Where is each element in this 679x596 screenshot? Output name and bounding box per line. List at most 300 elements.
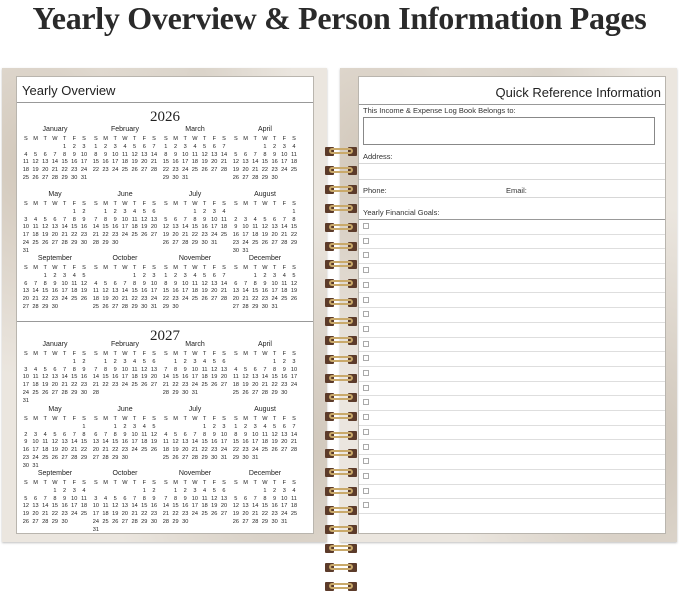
day-number: 2 <box>273 487 277 494</box>
day-number: 26 <box>172 454 179 461</box>
day-number: 20 <box>150 374 158 381</box>
day-number: 4 <box>292 143 296 150</box>
goal-row[interactable] <box>359 441 665 456</box>
day-number: 8 <box>94 151 98 158</box>
day-number: 14 <box>281 224 288 231</box>
empty-cell <box>241 488 251 496</box>
day-number: 28 <box>32 303 39 310</box>
empty-cell <box>101 488 111 496</box>
day-number: 6 <box>222 358 226 365</box>
day-number: 15 <box>61 159 68 166</box>
day-number: 16 <box>141 288 148 295</box>
day-number: 19 <box>172 447 179 454</box>
weekday-header: S <box>152 201 156 207</box>
weekday-header: T <box>132 416 137 422</box>
goal-row[interactable] <box>359 499 665 514</box>
day-number: 7 <box>103 431 108 438</box>
weekday-header: W <box>122 416 128 422</box>
goal-checkbox[interactable] <box>363 429 369 435</box>
day-number: 22 <box>261 167 269 174</box>
day-number: 8 <box>113 431 117 438</box>
day-number: 21 <box>252 167 259 174</box>
day-number: 13 <box>112 288 119 295</box>
day-number: 24 <box>211 232 218 239</box>
month-calendar <box>91 405 159 463</box>
day-number: 16 <box>102 159 109 166</box>
goal-checkbox[interactable] <box>363 385 369 391</box>
day-number: 3 <box>63 272 67 279</box>
goal-checkbox[interactable] <box>363 414 369 420</box>
goals-label: Yearly Financial Goals: <box>363 208 440 217</box>
goal-row[interactable] <box>359 411 665 426</box>
day-number: 18 <box>201 503 208 510</box>
weekday-header: F <box>142 265 146 271</box>
goal-row[interactable] <box>359 470 665 485</box>
binding-ring <box>324 259 358 270</box>
month-grid <box>231 416 299 463</box>
day-number: 28 <box>162 518 169 525</box>
empty-cell <box>171 209 181 217</box>
weekday-header: S <box>233 480 238 486</box>
day-number: 4 <box>33 366 38 373</box>
day-number: 7 <box>183 216 187 223</box>
day-number: 21 <box>61 382 68 389</box>
day-number: 14 <box>92 374 99 381</box>
empty-cell <box>31 273 41 281</box>
binding-ring <box>324 165 358 176</box>
empty-cell <box>40 424 50 432</box>
day-number: 15 <box>191 224 199 231</box>
day-number: 1 <box>263 487 267 494</box>
weekday-header: T <box>272 265 277 271</box>
day-number: 8 <box>193 216 197 223</box>
day-number: 5 <box>142 208 146 215</box>
goal-checkbox[interactable] <box>363 267 369 273</box>
address-line[interactable] <box>359 179 665 180</box>
weekday-header: F <box>212 265 216 271</box>
day-number: 22 <box>271 382 278 389</box>
weekday-header: F <box>282 136 286 142</box>
day-number: 22 <box>92 167 99 174</box>
day-number: 18 <box>232 382 239 389</box>
ring-wire <box>329 299 353 305</box>
day-number: 7 <box>152 143 156 150</box>
day-number: 1 <box>103 208 108 215</box>
day-number: 25 <box>201 511 208 518</box>
goal-row[interactable] <box>359 264 665 279</box>
day-number: 6 <box>243 495 248 502</box>
day-number: 17 <box>150 288 158 295</box>
empty-cell <box>60 424 70 432</box>
day-number: 23 <box>172 296 179 303</box>
day-number: 1 <box>234 423 238 430</box>
month-calendar <box>231 125 299 183</box>
weekday-header: F <box>282 480 286 486</box>
day-number: 26 <box>141 232 148 239</box>
day-number: 16 <box>71 159 78 166</box>
day-number: 26 <box>42 389 49 396</box>
day-number: 4 <box>263 423 267 430</box>
day-number: 29 <box>261 174 269 181</box>
weekday-header: S <box>82 416 86 422</box>
ring-wire <box>329 167 353 173</box>
goal-row[interactable] <box>359 294 665 309</box>
goal-row[interactable] <box>359 338 665 353</box>
empty-cell <box>241 144 251 152</box>
day-number: 20 <box>150 224 158 231</box>
day-number: 17 <box>252 439 259 446</box>
weekday-header: S <box>292 416 296 422</box>
goal-row[interactable] <box>359 220 665 235</box>
goal-row[interactable] <box>359 308 665 323</box>
day-number: 14 <box>61 374 68 381</box>
day-number: 14 <box>102 439 109 446</box>
empty-cell <box>171 424 181 432</box>
empty-cell <box>91 273 101 281</box>
day-number: 5 <box>152 423 156 430</box>
day-number: 11 <box>262 431 268 438</box>
day-number: 12 <box>211 366 218 373</box>
day-number: 27 <box>220 382 228 389</box>
day-number: 24 <box>252 447 259 454</box>
day-number: 6 <box>152 208 156 215</box>
day-number: 22 <box>162 296 169 303</box>
goal-row[interactable] <box>359 367 665 382</box>
day-number: 24 <box>121 382 129 389</box>
day-number: 25 <box>191 167 199 174</box>
day-number: 8 <box>63 151 67 158</box>
month-name: June <box>117 191 133 198</box>
weekday-header: T <box>43 416 47 422</box>
day-number: 27 <box>211 167 218 174</box>
weekday-header: T <box>253 416 257 422</box>
day-number: 7 <box>243 280 248 287</box>
day-number: 2 <box>234 216 238 223</box>
day-number: 22 <box>51 511 59 518</box>
day-number: 29 <box>112 454 119 461</box>
day-number: 25 <box>80 511 88 518</box>
day-number: 18 <box>201 374 208 381</box>
day-number: 13 <box>211 151 218 158</box>
goal-row[interactable] <box>359 323 665 338</box>
goal-row[interactable] <box>359 352 665 367</box>
weekday-header: T <box>43 265 47 271</box>
phone-email-line[interactable] <box>359 197 665 198</box>
weekday-header: W <box>122 480 128 486</box>
day-number: 20 <box>92 447 99 454</box>
day-number: 3 <box>123 208 127 215</box>
day-number: 6 <box>253 366 257 373</box>
day-number: 16 <box>182 503 189 510</box>
day-number: 14 <box>92 224 99 231</box>
day-number: 31 <box>271 303 278 310</box>
day-number: 6 <box>43 151 47 158</box>
weekday-header: M <box>173 265 178 271</box>
weekday-header: M <box>33 480 38 486</box>
day-number: 24 <box>22 389 29 396</box>
day-number: 18 <box>131 224 138 231</box>
day-number: 29 <box>162 303 169 310</box>
goal-row[interactable] <box>359 235 665 250</box>
weekday-header: S <box>233 201 238 207</box>
ring-wire <box>329 469 353 475</box>
day-number: 28 <box>252 518 259 525</box>
day-number: 30 <box>201 239 208 246</box>
day-number: 31 <box>22 247 29 254</box>
empty-cell <box>50 209 60 217</box>
day-number: 29 <box>71 389 78 396</box>
month-grid <box>161 201 229 248</box>
goal-checkbox[interactable] <box>363 223 369 229</box>
day-number: 26 <box>141 382 148 389</box>
month-name: May <box>48 191 62 198</box>
day-number: 29 <box>172 518 179 525</box>
month-grid <box>231 136 299 183</box>
weekday-header: M <box>243 136 248 142</box>
goal-checkbox[interactable] <box>363 326 369 332</box>
weekday-header: F <box>72 416 76 422</box>
day-number: 6 <box>24 280 28 287</box>
day-number: 29 <box>261 518 269 525</box>
goal-checkbox[interactable] <box>363 238 369 244</box>
day-number: 2 <box>173 272 178 279</box>
weekday-header: M <box>173 136 178 142</box>
weekday-header: W <box>192 416 198 422</box>
weekday-header: T <box>272 480 277 486</box>
day-number: 4 <box>203 358 207 365</box>
day-number: 4 <box>142 423 146 430</box>
goal-checkbox[interactable] <box>363 473 369 479</box>
day-number: 18 <box>80 503 88 510</box>
goal-row[interactable] <box>359 485 665 500</box>
day-number: 10 <box>191 366 199 373</box>
day-number: 21 <box>42 511 49 518</box>
day-number: 17 <box>281 503 288 510</box>
day-number: 10 <box>22 224 29 231</box>
day-number: 28 <box>131 518 138 525</box>
day-number: 27 <box>92 454 99 461</box>
empty-cell <box>279 209 289 217</box>
goal-row[interactable] <box>359 279 665 294</box>
day-number: 16 <box>80 374 88 381</box>
weekday-header: T <box>113 201 117 207</box>
goal-checkbox[interactable] <box>363 370 369 376</box>
day-number: 22 <box>112 447 119 454</box>
day-number: 29 <box>232 454 239 461</box>
weekday-header: S <box>222 480 226 486</box>
empty-cell <box>91 209 101 217</box>
day-number: 13 <box>61 439 68 446</box>
month-calendar <box>21 340 89 406</box>
binding-ring <box>324 486 358 497</box>
day-number: 23 <box>102 167 109 174</box>
month-calendar <box>161 469 229 527</box>
day-number: 11 <box>92 288 99 295</box>
day-number: 28 <box>252 174 259 181</box>
weekday-header: M <box>173 416 178 422</box>
day-number: 30 <box>271 174 278 181</box>
day-number: 10 <box>182 280 189 287</box>
day-number: 14 <box>131 503 138 510</box>
day-number: 23 <box>281 382 288 389</box>
day-number: 23 <box>112 232 119 239</box>
weekday-header: T <box>43 201 47 207</box>
day-number: 5 <box>292 272 296 279</box>
day-number: 26 <box>32 174 39 181</box>
day-number: 2 <box>243 423 248 430</box>
day-number: 21 <box>71 447 78 454</box>
ring-wire <box>329 205 353 211</box>
goal-checkbox[interactable] <box>363 502 369 508</box>
day-number: 17 <box>191 374 199 381</box>
day-number: 18 <box>281 288 288 295</box>
day-number: 6 <box>152 358 156 365</box>
weekday-header: F <box>142 351 146 357</box>
empty-cell <box>260 359 270 367</box>
empty-cell <box>190 424 200 432</box>
day-number: 9 <box>152 495 156 502</box>
day-number: 16 <box>232 232 239 239</box>
day-number: 19 <box>242 382 249 389</box>
day-number: 23 <box>182 382 189 389</box>
day-number: 12 <box>80 280 88 287</box>
empty-cell <box>120 488 130 496</box>
goal-row[interactable] <box>359 249 665 264</box>
day-number: 2 <box>24 431 28 438</box>
day-number: 21 <box>290 439 298 446</box>
weekday-header: T <box>202 480 207 486</box>
day-number: 20 <box>211 159 218 166</box>
day-number: 27 <box>112 303 119 310</box>
goal-row[interactable] <box>359 382 665 397</box>
day-number: 19 <box>232 511 239 518</box>
day-number: 22 <box>131 296 138 303</box>
weekday-header: W <box>122 201 128 207</box>
day-number: 10 <box>22 374 29 381</box>
weekday-header: T <box>62 480 67 486</box>
day-number: 14 <box>150 151 158 158</box>
day-number: 10 <box>211 216 218 223</box>
goal-checkbox[interactable] <box>363 311 369 317</box>
day-number: 9 <box>103 151 108 158</box>
day-number: 4 <box>133 208 137 215</box>
day-number: 24 <box>112 167 119 174</box>
day-number: 9 <box>113 216 117 223</box>
goal-checkbox[interactable] <box>363 488 369 494</box>
goal-checkbox[interactable] <box>363 282 369 288</box>
day-number: 10 <box>281 495 288 502</box>
weekday-header: W <box>262 136 268 142</box>
day-number: 5 <box>203 143 207 150</box>
day-number: 17 <box>71 503 78 510</box>
day-number: 8 <box>43 280 47 287</box>
empty-cell <box>21 424 31 432</box>
weekday-header: S <box>93 136 98 142</box>
day-number: 19 <box>162 232 169 239</box>
day-number: 9 <box>173 151 178 158</box>
day-number: 19 <box>232 167 239 174</box>
day-number: 24 <box>281 511 288 518</box>
day-number: 24 <box>242 239 249 246</box>
day-number: 1 <box>72 358 76 365</box>
month-grid <box>161 351 229 398</box>
goal-checkbox[interactable] <box>363 252 369 258</box>
day-number: 31 <box>182 174 189 181</box>
weekday-header: W <box>122 136 128 142</box>
owner-name-field[interactable] <box>363 117 655 145</box>
ring-wire <box>329 261 353 267</box>
day-number: 11 <box>42 439 49 446</box>
day-number: 31 <box>252 454 259 461</box>
day-number: 10 <box>32 439 39 446</box>
goal-checkbox[interactable] <box>363 458 369 464</box>
empty-cell <box>31 359 41 367</box>
day-number: 31 <box>32 462 39 469</box>
binding-ring <box>324 430 358 441</box>
day-number: 17 <box>61 288 68 295</box>
month-grid <box>231 351 299 398</box>
weekday-header: S <box>23 416 28 422</box>
binding-ring <box>324 524 358 535</box>
day-number: 5 <box>212 358 216 365</box>
day-number: 13 <box>42 159 49 166</box>
day-number: 3 <box>212 208 216 215</box>
day-number: 20 <box>32 511 39 518</box>
day-number: 21 <box>92 232 99 239</box>
weekday-header: M <box>103 201 108 207</box>
day-number: 21 <box>242 296 249 303</box>
day-number: 8 <box>53 495 57 502</box>
goal-checkbox[interactable] <box>363 399 369 405</box>
day-number: 14 <box>252 159 259 166</box>
day-number: 17 <box>32 447 39 454</box>
day-number: 19 <box>290 288 298 295</box>
goal-row[interactable] <box>359 396 665 411</box>
empty-cell <box>161 209 171 217</box>
day-number: 18 <box>71 288 78 295</box>
weekday-header: S <box>23 136 28 142</box>
month-grid <box>161 265 229 312</box>
binding-ring <box>324 373 358 384</box>
day-number: 10 <box>80 151 88 158</box>
day-number: 15 <box>201 439 208 446</box>
day-number: 7 <box>263 366 267 373</box>
day-number: 22 <box>172 511 179 518</box>
day-number: 25 <box>131 232 138 239</box>
day-number: 11 <box>192 151 198 158</box>
day-number: 25 <box>290 511 298 518</box>
day-number: 15 <box>141 503 148 510</box>
day-number: 30 <box>61 518 68 525</box>
month-calendar <box>91 125 159 175</box>
day-number: 28 <box>261 389 269 396</box>
day-number: 24 <box>281 167 288 174</box>
empty-cell <box>161 488 171 496</box>
goal-checkbox[interactable] <box>363 341 369 347</box>
goal-checkbox[interactable] <box>363 297 369 303</box>
day-number: 25 <box>201 382 208 389</box>
goal-checkbox[interactable] <box>363 444 369 450</box>
day-number: 24 <box>32 454 39 461</box>
day-number: 26 <box>102 303 109 310</box>
goal-row[interactable] <box>359 426 665 441</box>
day-number: 20 <box>51 232 59 239</box>
address-line[interactable] <box>359 163 665 164</box>
day-number: 1 <box>173 487 178 494</box>
goal-row[interactable] <box>359 455 665 470</box>
goal-checkbox[interactable] <box>363 355 369 361</box>
weekday-header: F <box>142 201 146 207</box>
